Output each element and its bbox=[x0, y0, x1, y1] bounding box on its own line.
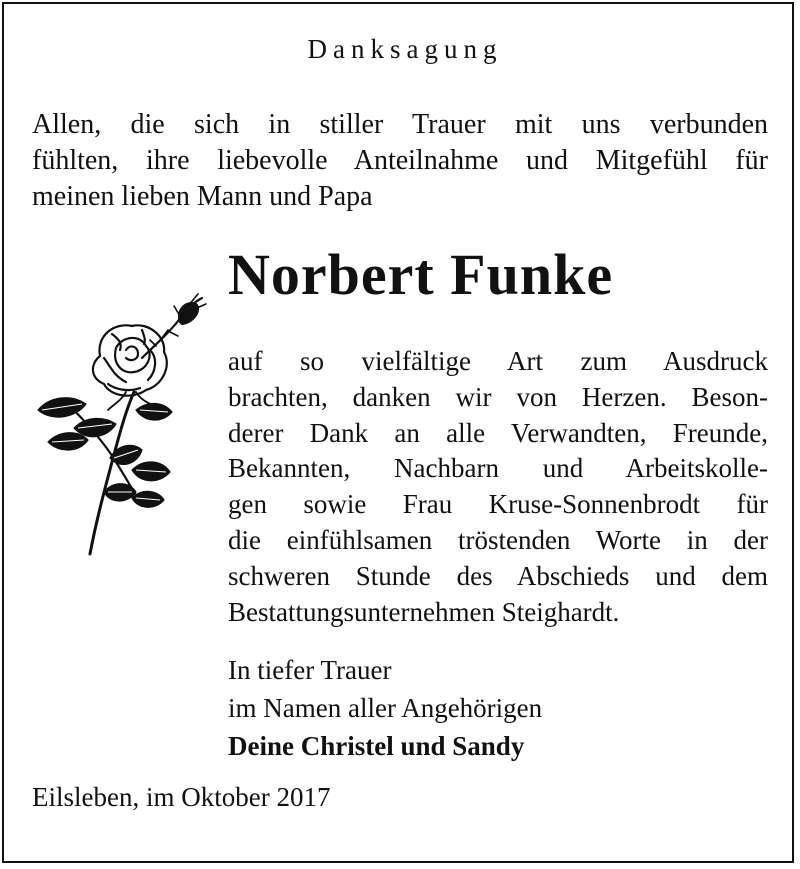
closing-line: In tiefer Trauer bbox=[228, 655, 392, 685]
intro-line: Allen, die sich in stiller Trauer mit uns verbunden bbox=[32, 109, 768, 140]
closing-block bbox=[228, 651, 542, 765]
body-line: Bestattungsunternehmen Steighardt. bbox=[228, 596, 620, 627]
rose-icon bbox=[30, 292, 210, 562]
body-line: gen sowie Frau Kruse-Sonnenbrodt für bbox=[228, 489, 768, 520]
body-line: schweren Stunde des Abschieds und dem bbox=[228, 560, 768, 591]
body-line: derer Dank an alle Verwandten, Freunde, bbox=[228, 417, 768, 448]
deceased-name: Norbert Funke bbox=[228, 242, 614, 307]
place-date: Eilsleben, im Oktober 2017 bbox=[32, 782, 331, 812]
body-line: brachten, danken wir von Herzen. Beson- bbox=[228, 381, 768, 412]
notice-heading: Danksagung bbox=[307, 34, 503, 64]
closing-line: im Namen aller Angehörigen bbox=[228, 693, 543, 723]
intro-line: meinen lieben Mann und Papa bbox=[32, 181, 373, 212]
signers: Deine Christel und Sandy bbox=[228, 731, 525, 761]
intro-paragraph bbox=[32, 107, 768, 215]
body-line: Bekannten, Nachbarn und Arbeitskolle- bbox=[228, 453, 768, 484]
body-line: die einfühlsamen tröstenden Worte in der bbox=[228, 524, 768, 555]
body-line: auf so vielfältige Art zum Ausdruck bbox=[228, 346, 768, 376]
intro-line: fühlten, ihre liebevolle Anteilnahme und Mitgefühl für bbox=[32, 145, 768, 176]
body-paragraph bbox=[228, 344, 768, 630]
